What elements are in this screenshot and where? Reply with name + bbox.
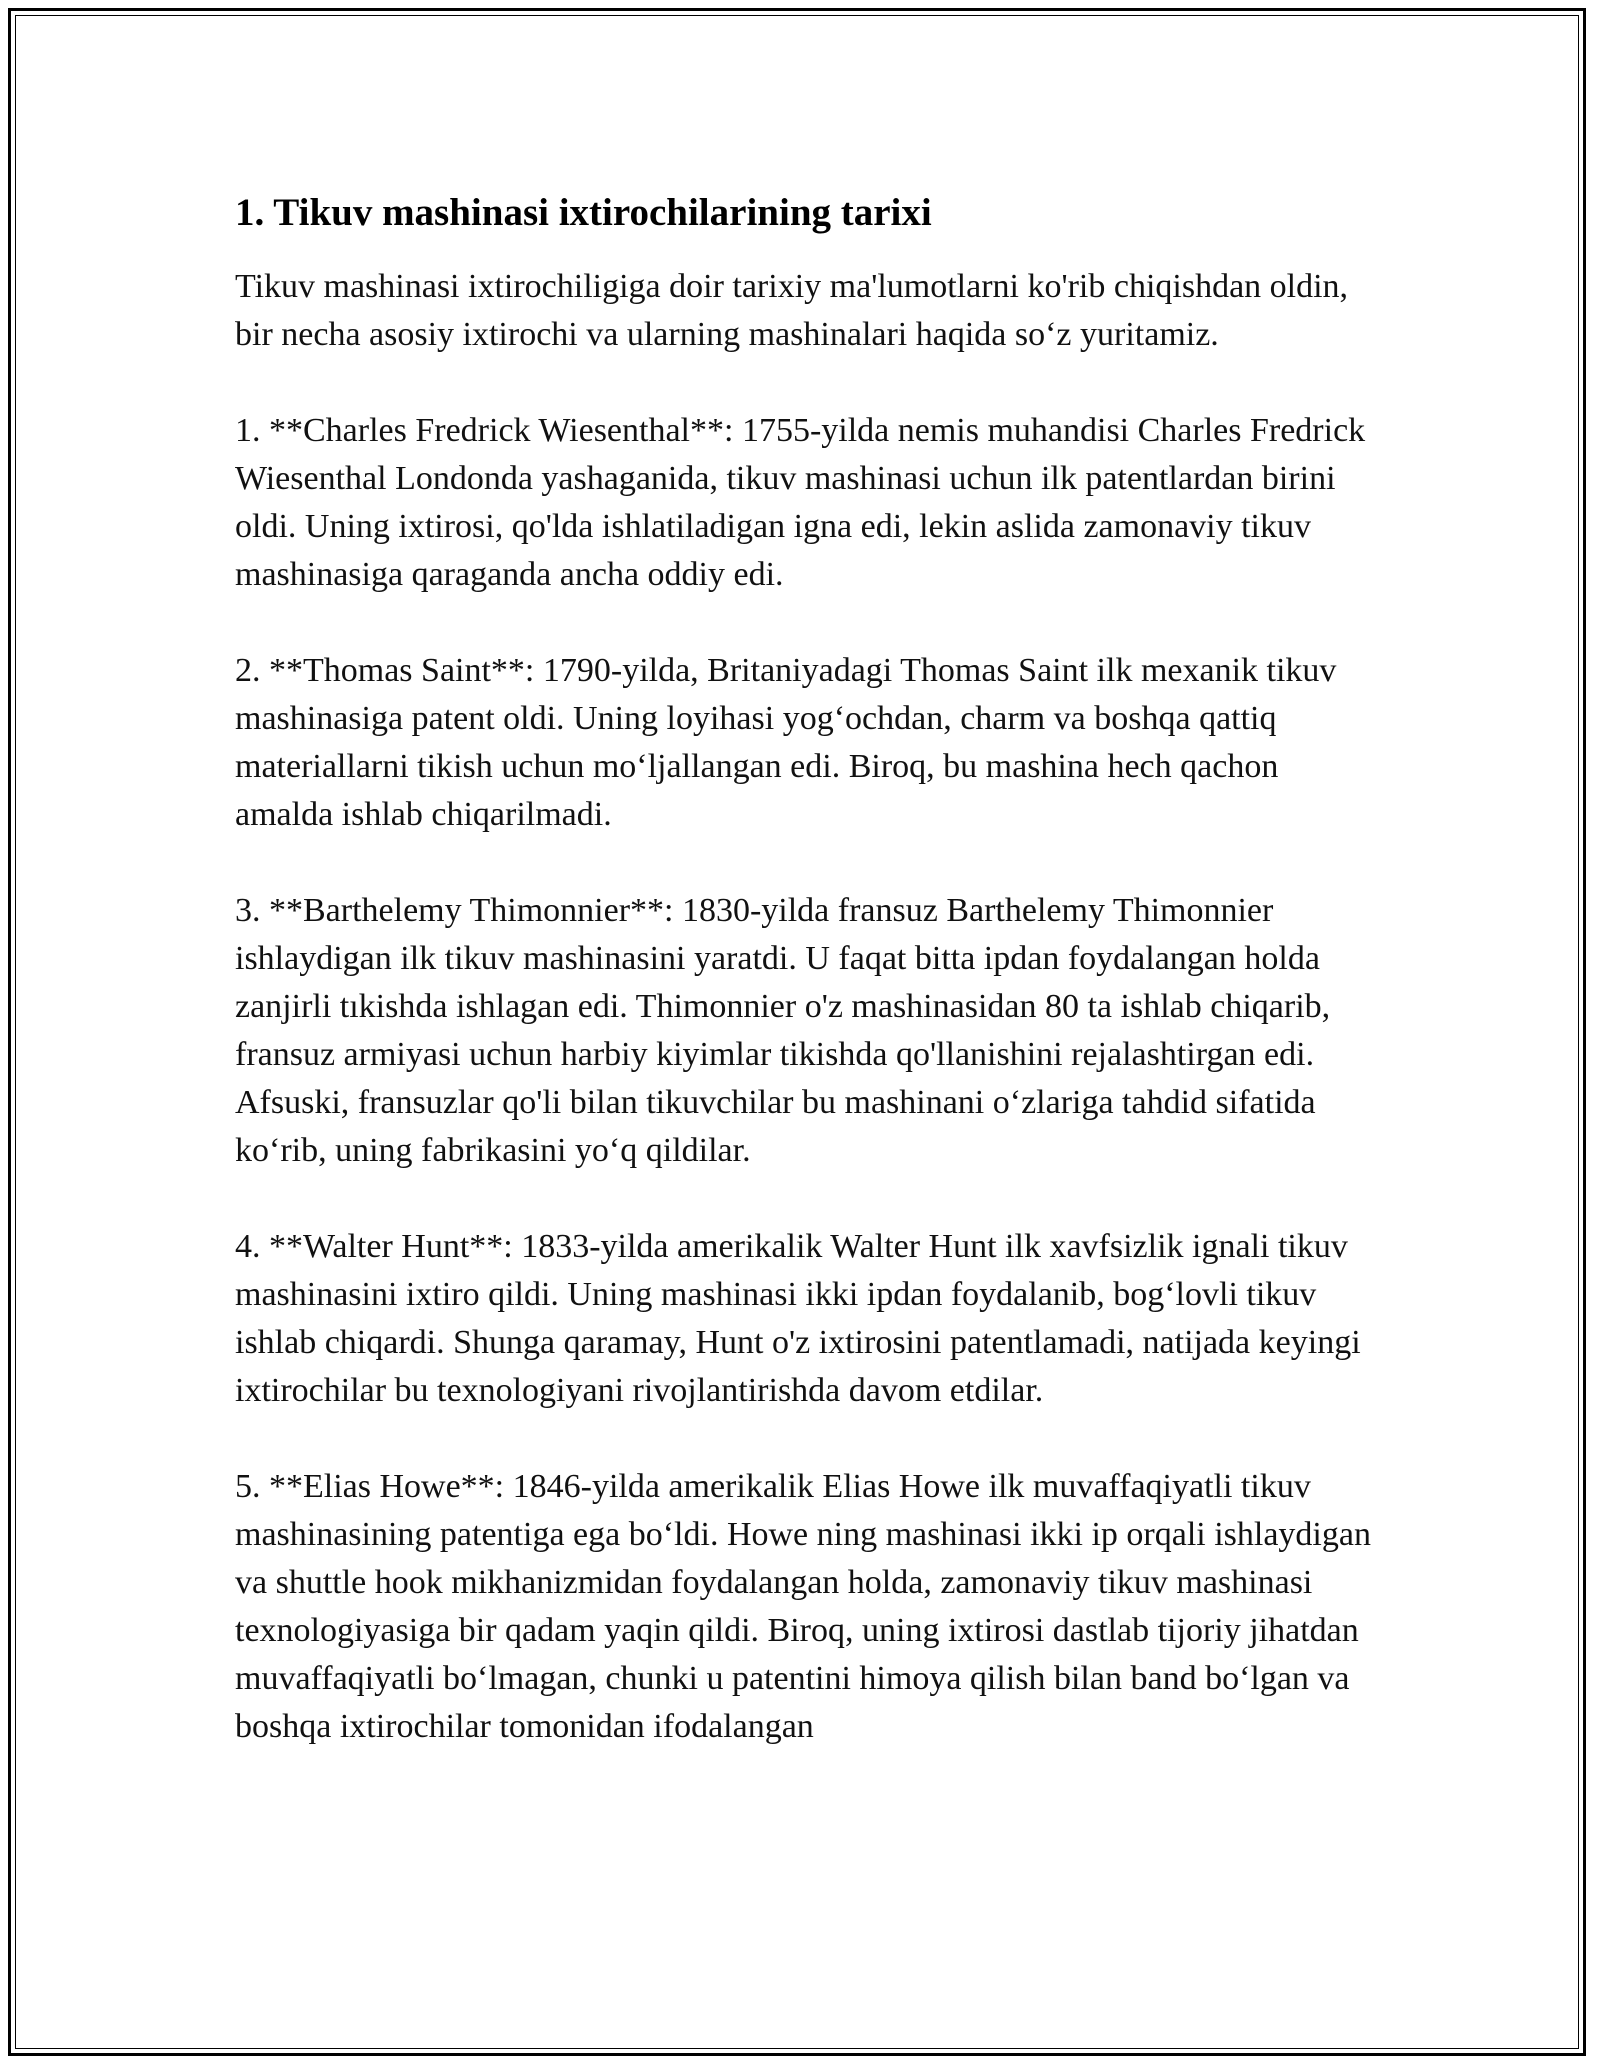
document-body [235, 185, 1375, 1799]
paragraph-saint: 2. **Thomas Saint**: 1790-yilda, Britaniyadagi Thomas Saint ilk mexanik tikuv mashinasiga patent oldi. Uning loyihasi yog‘ochdan, charm va boshqa qattiq materiallarni tikish uchun mo‘ljallangan edi. Biroq, bu mashina hech qachon amalda ishlab chiqarilmadi. [235, 652, 1337, 833]
paragraph-wiesenthal: 1. **Charles Fredrick Wiesenthal**: 1755-yilda nemis muhandisi Charles Fredrick Wiesenthal Londonda yashaganida, tikuv mashinasi uchun ilk patentlardan birini oldi. Uning ixtirosi, qo'lda ishlatiladigan igna edi, lekin aslida zamonaviy tikuv mashinasiga qaraganda ancha oddiy edi. [235, 412, 1366, 593]
intro-paragraph: Tikuv mashinasi ixtirochiligiga doir tarixiy ma'lumotlarni ko'rib chiqishdan oldin, bir necha asosiy ixtirochi va ularning mashinalari haqida so‘z yuritamiz. [235, 268, 1349, 353]
paragraph-hunt: 4. **Walter Hunt**: 1833-yilda amerikalik Walter Hunt ilk xavfsizlik ignali tikuv mashinasini ixtiro qildi. Uning mashinasi ikki ipdan foydalanib, bog‘lovli tikuv ishlab chiqardi. Shunga qaramay, Hunt o'z ixtirosini patentlamadi, natijada keyingi ixtirochilar bu texnologiyani rivojlantirishda davom etdilar. [235, 1228, 1361, 1409]
document-title: 1. Tikuv mashinasi ixtirochilarining tarixi [235, 191, 932, 234]
paragraph-howe: 5. **Elias Howe**: 1846-yilda amerikalik Elias Howe ilk muvaffaqiyatli tikuv mashinasining patentiga ega bo‘ldi. Howe ning mashinasi ikki ip orqali ishlaydigan va shuttle hook mikhanizmidan foydalangan holda, zamonaviy tikuv mashinasi texnologiyasiga bir qadam yaqin qildi. Biroq, uning ixtirosi dastlab tijoriy jihatdan muvaffaqiyatli bo‘lmagan, chunki u patentini himoya qilish bilan band bo‘lgan va boshqa ixtirochilar tomonidan ifodalangan [235, 1468, 1371, 1745]
paragraph-thimonnier: 3. **Barthelemy Thimonnier**: 1830-yilda fransuz Barthelemy Thimonnier ishlaydigan ilk tikuv mashinasini yaratdi. U faqat bitta ipdan foydalangan holda zanjirli tıkishda ishlagan edi. Thimonnier o'z mashinasidan 80 ta ishlab chiqarib, fransuz armiyasi uchun harbiy kiyimlar tikishda qo'llanishini rejalashtirgan edi. Afsuski, fransuzlar qo'li bilan tikuvchilar bu mashinani o‘zlariga tahdid sifatida ko‘rib, uning fabrikasini yo‘q qildilar. [235, 892, 1331, 1169]
